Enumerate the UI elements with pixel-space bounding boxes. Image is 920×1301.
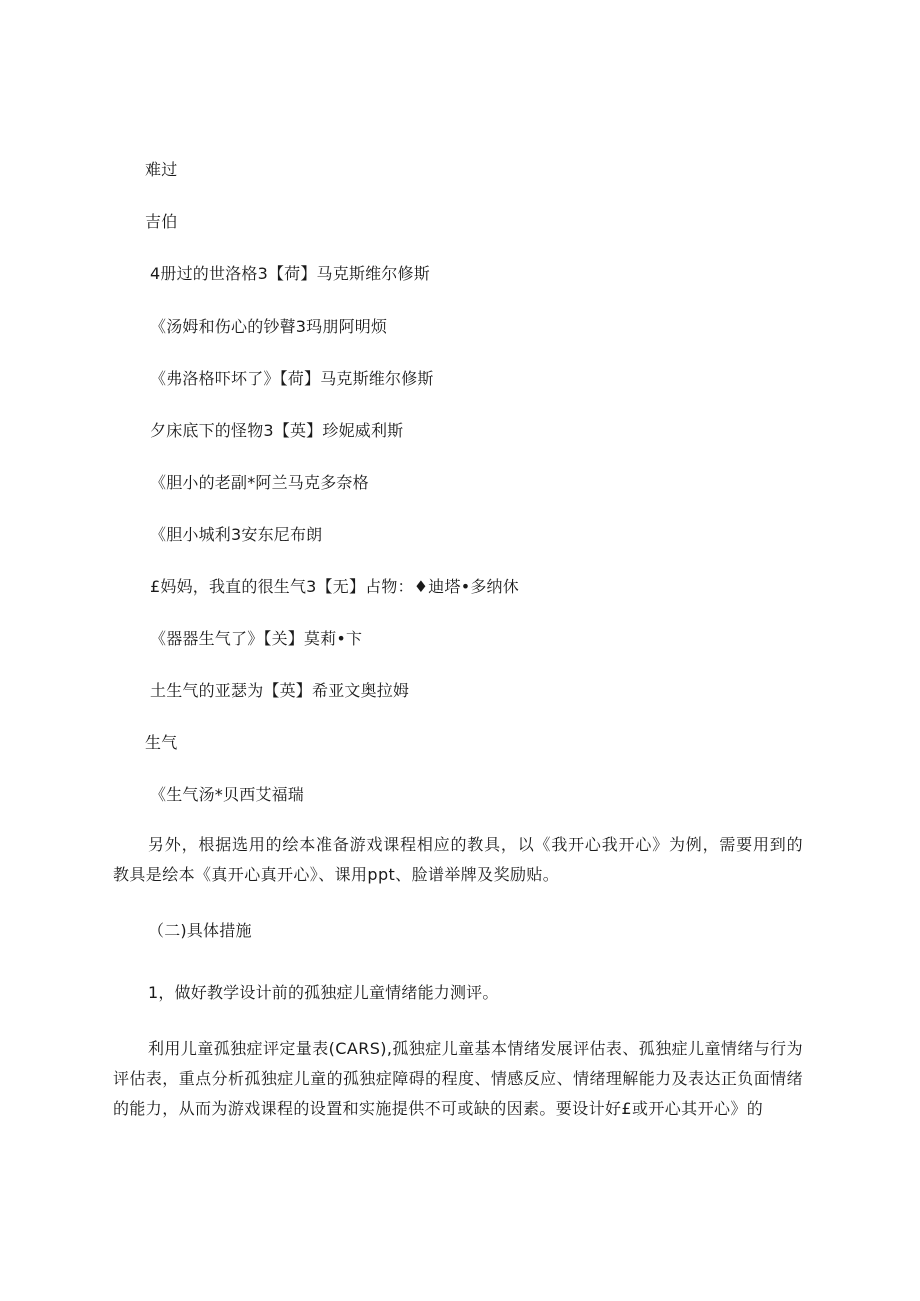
- book-list-item: 4册过的世洛格3【荷】马克斯维尔修斯: [150, 264, 430, 283]
- category-gibber: 吉伯: [145, 212, 178, 231]
- book-list-item: 《弗洛格吓坏了》【荷】马克斯维尔修斯: [150, 369, 434, 388]
- book-list-item: 《汤姆和伤心的钞瞽3玛朋阿明烦: [150, 317, 388, 336]
- book-list-item: 《胆小城利3安东尼布朗: [150, 525, 323, 544]
- assessment-paragraph: 利用儿童孤独症评定量表(CARS),孤独症儿童基本情绪发展评估表、孤独症儿童情绪与行为评估表，重点分析孤独症儿童的孤独症障碍的程度、情感反应、情绪理解能力及表达正负面情绪的能力，从而为游戏课程的设置和实施提供不可或缺的因素。要设计好£或开心其开心》的: [113, 1039, 803, 1118]
- section-heading: （二)具体措施: [148, 921, 252, 940]
- category-angry: 生气: [145, 733, 178, 752]
- book-list-item: 土生气的亚瑟为【英】希亚文奥拉姆: [150, 681, 410, 700]
- book-list-item: 《生气汤*贝西艾福瑞: [150, 785, 305, 804]
- category-sad: 难过: [145, 160, 178, 179]
- step-one-heading: 1，做好教学设计前的孤独症儿童情绪能力测评。: [148, 983, 499, 1002]
- book-list-item: £妈妈，我直的很生气3【无】占物：♦迪塔•多纳休: [150, 577, 519, 596]
- materials-paragraph: 另外，根据选用的绘本准备游戏课程相应的教具，以《我开心我开心》为例，需要用到的教具是绘本《真开心真开心》、课用ppt、脸谱举牌及奖励贴。: [113, 835, 803, 884]
- book-list-item: 《器器生气了》【关】莫莉•卞: [150, 629, 363, 648]
- book-list-item: 《胆小的老副*阿兰马克多奈格: [150, 473, 369, 492]
- book-list-item: 夕床底下的怪物3【英】珍妮威利斯: [150, 421, 404, 440]
